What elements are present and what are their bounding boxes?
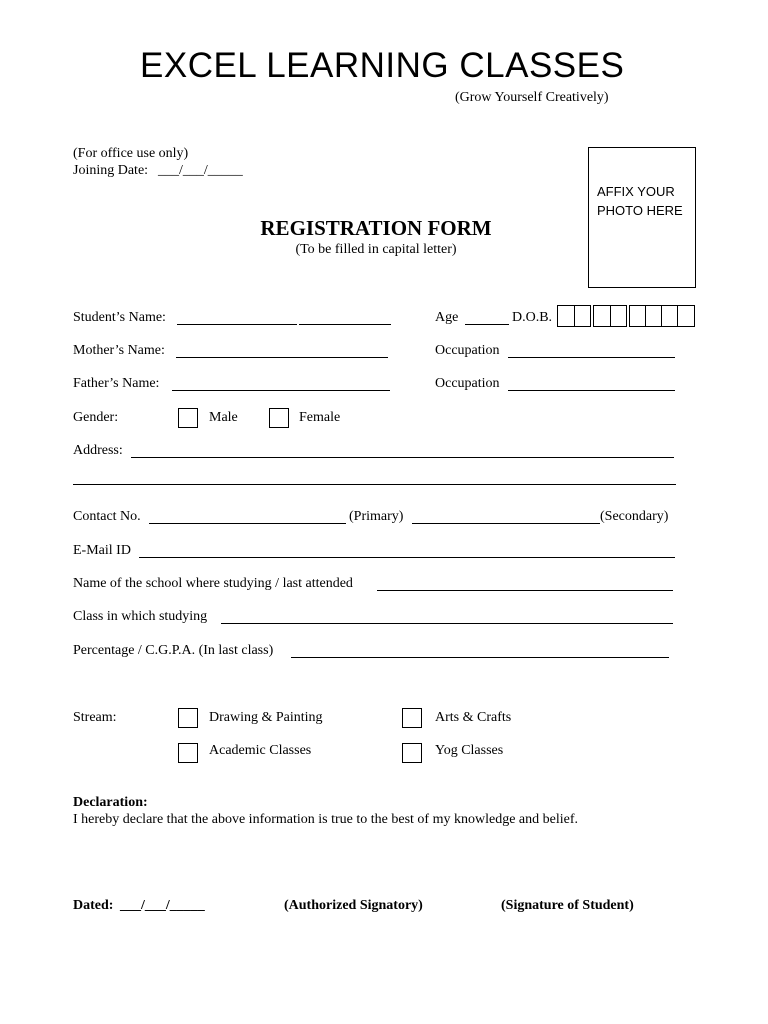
photo-box-label-line2: PHOTO HERE (597, 203, 683, 218)
joining-date-label: Joining Date: (73, 163, 149, 178)
form-header-title: EXCEL LEARNING CLASSES (140, 46, 625, 85)
percentage-label: Percentage / C.G.P.A. (In last class) (73, 643, 274, 658)
dob-divider (574, 305, 575, 327)
mother-name-field[interactable] (176, 357, 388, 358)
contact-primary-field[interactable] (149, 523, 346, 524)
form-title: REGISTRATION FORM (260, 216, 492, 240)
class-label: Class in which studying (73, 609, 208, 624)
father-name-label: Father’s Name: (73, 376, 160, 391)
contact-primary-label: (Primary) (349, 509, 404, 524)
female-checkbox[interactable] (269, 408, 289, 428)
contact-secondary-label: (Secondary) (600, 509, 669, 524)
contact-label: Contact No. (73, 509, 141, 524)
gender-label: Gender: (73, 410, 119, 425)
age-label: Age (435, 310, 459, 325)
tagline: (Grow Yourself Creatively) (455, 90, 609, 105)
form-subtitle: (To be filled in capital letter) (295, 242, 457, 257)
student-name-field[interactable] (177, 324, 297, 325)
percentage-field[interactable] (291, 657, 669, 658)
email-field[interactable] (139, 557, 675, 558)
dob-divider (661, 305, 662, 327)
declaration-text: I hereby declare that the above information is true to the best of my knowledge and belief. (73, 812, 578, 827)
arts-crafts-checkbox[interactable] (402, 708, 422, 728)
dob-label: D.O.B. (512, 310, 553, 325)
joining-date-value[interactable]: ___/___/_____ (158, 163, 243, 178)
mother-occupation-field[interactable] (508, 357, 675, 358)
declaration-heading: Declaration: (73, 795, 148, 810)
arts-crafts-label: Arts & Crafts (435, 710, 512, 725)
dated-label: Dated: (73, 898, 114, 913)
dob-year-box[interactable] (629, 305, 695, 327)
mother-occupation-label: Occupation (435, 343, 500, 358)
drawing-painting-checkbox[interactable] (178, 708, 198, 728)
contact-secondary-field[interactable] (412, 523, 600, 524)
yog-classes-checkbox[interactable] (402, 743, 422, 763)
student-name-label: Student’s Name: (73, 310, 166, 325)
photo-box-label-line1: AFFIX YOUR (597, 184, 675, 199)
school-label: Name of the school where studying / last attended (73, 576, 353, 591)
drawing-painting-label: Drawing & Painting (209, 710, 323, 725)
age-field[interactable] (465, 324, 509, 325)
female-label: Female (299, 410, 341, 425)
male-checkbox[interactable] (178, 408, 198, 428)
father-name-field[interactable] (172, 390, 390, 391)
dated-value[interactable]: ___/___/_____ (120, 898, 205, 913)
school-field[interactable] (377, 590, 673, 591)
authorized-signatory: (Authorized Signatory) (284, 898, 423, 913)
yog-classes-label: Yog Classes (435, 743, 504, 758)
male-label: Male (209, 410, 238, 425)
student-signature: (Signature of Student) (501, 898, 634, 913)
address-field-line2[interactable] (73, 484, 676, 485)
mother-name-label: Mother’s Name: (73, 343, 165, 358)
father-occupation-field[interactable] (508, 390, 675, 391)
class-field[interactable] (221, 623, 673, 624)
email-label: E-Mail ID (73, 543, 131, 558)
dob-divider (677, 305, 678, 327)
address-field-line1[interactable] (131, 457, 674, 458)
student-name-field-2[interactable] (299, 324, 391, 325)
academic-classes-label: Academic Classes (209, 743, 312, 758)
academic-classes-checkbox[interactable] (178, 743, 198, 763)
stream-label: Stream: (73, 710, 117, 725)
office-use-note: (For office use only) (73, 146, 189, 161)
father-occupation-label: Occupation (435, 376, 500, 391)
address-label: Address: (73, 443, 123, 458)
dob-divider (610, 305, 611, 327)
dob-divider (645, 305, 646, 327)
